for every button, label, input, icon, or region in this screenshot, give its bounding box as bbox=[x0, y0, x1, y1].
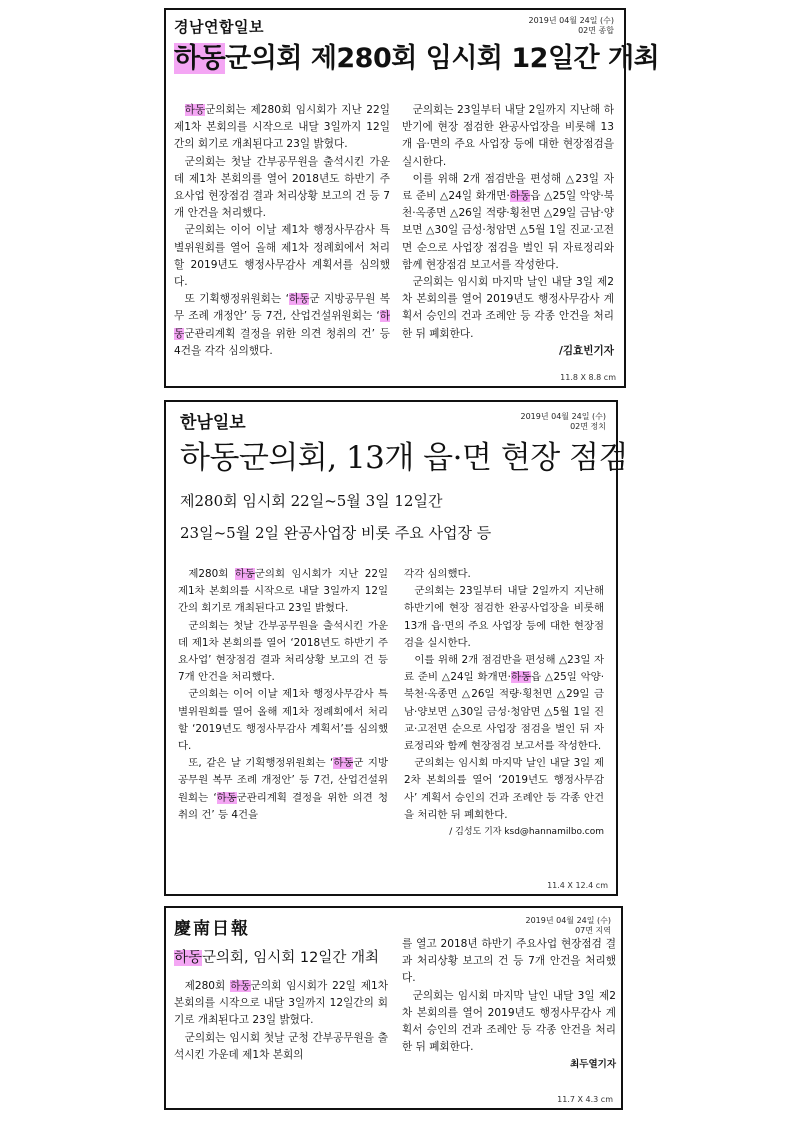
paragraph: 를 열고 2018년 하반기 주요사업 현장점검 결과 처리상황 보고의 건 등 7개 안건을 처리했다. bbox=[402, 938, 616, 985]
clip-size: 11.8 X 8.8 cm bbox=[560, 373, 616, 382]
clip-size: 11.4 X 12.4 cm bbox=[547, 881, 608, 890]
paragraph-text: 군의회 임시회가 22일 제1차 본회의를 시작으로 내달 3일까지 12일간의 회기로 개최된다고 23일 밝혔다. bbox=[174, 980, 388, 1027]
publish-date: 2019년 04월 24일 (수) bbox=[528, 16, 614, 25]
dateline bbox=[528, 16, 614, 36]
paragraph-text: 군관리계획 결정을 위한 의견 청취의 건’ 등 4건을 각각 심의했다. bbox=[174, 327, 390, 357]
paragraph: 군의회는 이어 이날 제1차 행정사무감사 특별위원회를 열어 올해 제1차 정례회에서 처리할 ‘2019년도 행정사무감사 계획서’를 심의했다. bbox=[178, 688, 388, 753]
newspaper-masthead: 慶南日報 bbox=[174, 919, 250, 939]
page-section: 07면 지역 bbox=[575, 926, 611, 935]
paragraph-text: 군관리계획 결정을 위한 의견 청취의 건’ 등 4건을 bbox=[178, 791, 388, 821]
article-headline: 하동군의회, 13개 읍·면 현장 점검 bbox=[180, 440, 628, 476]
paragraph-text: 군 지방공무원 복무 조례 개정안’ 등 7건, 산업건설위원회는 ‘ bbox=[178, 757, 389, 804]
highlighted-keyword: 하동 bbox=[234, 568, 255, 580]
paragraph: 군의회는 임시회 마지막 날인 내달 3일 제2차 본회의를 열어 ‘2019년도 행정사무감사’ 계획서 승인의 건과 조례안 등 각종 안건을 처리한 뒤 폐회한다. bbox=[404, 757, 604, 821]
reporter-byline: /김효빈기자 bbox=[558, 344, 614, 357]
highlighted-keyword: 하동 bbox=[174, 310, 390, 340]
paragraph bbox=[174, 978, 388, 1030]
highlighted-keyword: 하동 bbox=[184, 104, 206, 116]
paragraph-text: 군의회 임시회가 지난 22일 제1차 본회의를 시작으로 내달 3일까지 12일간의 회기로 개최된다고 23일 밝혔다. bbox=[178, 568, 388, 615]
paragraph: 각각 심의했다. bbox=[404, 568, 471, 580]
paragraph bbox=[178, 566, 388, 618]
paragraph: 군의회는 임시회 마지막 날인 내달 3일 제2차 본회의를 열어 2019년도 행정사무감사 계획서 승인의 건과 조례안 등 각종 안건을 처리한 뒤 폐회한다. bbox=[402, 276, 614, 340]
highlighted-keyword: 하동 bbox=[174, 43, 226, 74]
paragraph-text: 또 기획행정위원회는 ‘ bbox=[184, 293, 289, 306]
paragraph bbox=[404, 652, 604, 755]
highlighted-keyword: 하동 bbox=[216, 791, 237, 804]
paragraph: 군의회는 임시회 첫날 군청 간부공무원을 출석시킨 가운데 제1차 본회의 bbox=[174, 1031, 388, 1061]
highlighted-keyword: 하동 bbox=[288, 293, 310, 306]
highlighted-keyword: 하동 bbox=[174, 950, 203, 966]
paragraph: 군의회는 첫날 간부공무원을 출석시킨 가운데 제1차 본회의를 열어 2018년도 하반기 주요사업 현장점검 결과 처리상황 보고의 건 등 7개 안건을 처리했다. bbox=[174, 155, 390, 220]
paragraph-text: 제280회 bbox=[188, 568, 235, 580]
paragraph-text: 이를 위해 2개 점검반을 편성해 △23일 자료 준비 △24일 화개면· bbox=[402, 172, 614, 203]
article-headline bbox=[174, 946, 379, 967]
page-section: 02면 정치 bbox=[570, 422, 606, 431]
news-clip-2 bbox=[164, 400, 628, 896]
page-section: 02면 종합 bbox=[578, 26, 614, 35]
news-clip-3 bbox=[164, 906, 623, 1110]
article-subheadline: 23일~5월 2일 완공사업장 비롯 주요 사업장 등 bbox=[180, 524, 492, 542]
article-column-left bbox=[174, 978, 388, 1064]
newspaper-masthead: 경남연합일보 bbox=[174, 18, 264, 36]
article-headline bbox=[174, 36, 659, 75]
paragraph-text: 읍 △25일 악양·북천·옥종면 △26일 적량·횡천면 △29일 금남·양보면 △30일 금성·청암면 △5월 1일 진교·고전면 순으로 사업장 점검을 벌인 뒤 자료정리와 함께 현장점검 보고서를 작성한다. bbox=[404, 671, 604, 753]
paragraph-text: 읍 △25일 악양·북천·옥종면 △26일 적량·횡천면 △29일 금남·양보면 △30일 금성·청암면 △5월 1일 진교·고전면 순으로 사업장 점검을 벌인 뒤 자료정리와 함께 현장점검 보고서를 작성한다. bbox=[402, 190, 614, 271]
paragraph-text: 군 지방공무원 복무 조례 개정안’ 등 7건, 산업건설위원회는 ‘ bbox=[174, 293, 390, 323]
headline-text: 군의회 제280회 임시회 12일간 개최 bbox=[225, 43, 660, 74]
paragraph-text: 군의회는 제280회 임시회가 지난 22일 제1차 본회의를 시작으로 내달 3일까지 12일간의 회기로 개최된다고 23일 밝혔다. bbox=[174, 104, 390, 151]
paragraph: 군의회는 첫날 간부공무원을 출석시킨 가운데 제1차 본회의를 열어 ‘2018년도 하반기 주요사업’ 현장점검 결과 처리상황 보고의 건 등 7개 안건을 처리했다. bbox=[178, 619, 388, 684]
article-column-right bbox=[404, 566, 604, 841]
dateline bbox=[525, 916, 611, 936]
publish-date: 2019년 04월 24일 (수) bbox=[525, 916, 611, 925]
paragraph: 군의회는 23일부터 내달 2일까지 지난해 하반기에 현장 점검한 완공사업장을 비롯해 13개 읍·면의 주요 사업장 등에 대한 현장점검을 실시한다. bbox=[404, 585, 604, 649]
article-subheadline: 제280회 임시회 22일~5월 3일 12일간 bbox=[180, 492, 443, 510]
article-column-right bbox=[402, 102, 614, 360]
paragraph: 군의회는 임시회 마지막 날인 내달 3일 제2차 본회의를 열어 2019년도 행정사무감사 계획서 승인의 건과 조례안 등 각종 안건을 처리한 뒤 폐회한다. bbox=[402, 989, 616, 1054]
newspaper-masthead: 한남일보 bbox=[180, 413, 246, 433]
clip-size: 11.7 X 4.3 cm bbox=[557, 1095, 613, 1104]
paragraph bbox=[178, 755, 388, 824]
news-clip-1 bbox=[164, 8, 660, 388]
paragraph bbox=[402, 171, 614, 274]
paragraph-text: 이를 위해 2개 점검반을 편성해 △23일 자료 준비 △24일 화개면· bbox=[404, 654, 604, 684]
article-column-right bbox=[402, 936, 616, 1074]
publish-date: 2019년 04월 24일 (수) bbox=[520, 412, 606, 421]
paragraph bbox=[174, 102, 390, 154]
article-column-left bbox=[178, 566, 388, 824]
article-column-left bbox=[174, 102, 390, 360]
highlighted-keyword: 하동 bbox=[510, 671, 532, 684]
paragraph-text: 또, 같은 날 기획행정위원회는 ‘ bbox=[188, 757, 334, 770]
dateline bbox=[520, 412, 606, 432]
headline-text: 군의회, 임시회 12일간 개최 bbox=[202, 950, 379, 966]
paragraph: 군의회는 23일부터 내달 2일까지 지난해 하반기에 현장 점검한 완공사업장을 비롯해 13개 읍·면의 주요 사업장 등에 대한 현장점검을 실시한다. bbox=[402, 104, 614, 168]
highlighted-keyword: 하동 bbox=[230, 980, 251, 992]
highlighted-keyword: 하동 bbox=[509, 190, 531, 203]
reporter-byline: / 김성도 기자 ksd@hannamilbo.com bbox=[449, 827, 604, 838]
paragraph: 군의회는 이어 이날 제1차 행정사무감사 특별위원회를 열어 올해 제1차 정례회에서 처리할 2019년도 행정사무감사 계획서를 심의했다. bbox=[174, 224, 390, 289]
paragraph-text: 제280회 bbox=[184, 980, 231, 992]
highlighted-keyword: 하동 bbox=[333, 757, 354, 770]
paragraph bbox=[174, 291, 390, 360]
reporter-byline: 최두열기자 bbox=[570, 1059, 616, 1071]
